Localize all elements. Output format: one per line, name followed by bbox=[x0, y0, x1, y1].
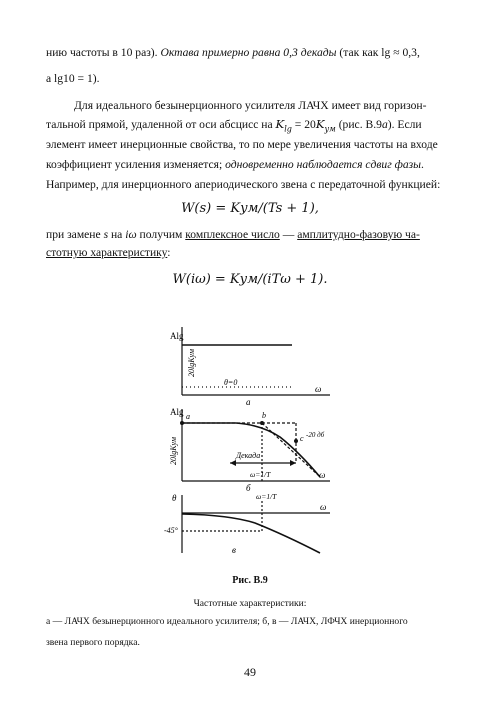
plot-b-x-label: ω bbox=[319, 470, 326, 480]
paragraph2-line4 bbox=[46, 158, 424, 172]
plot-b-cutoff-label: ω=1/T bbox=[250, 470, 271, 479]
italic-text: iω bbox=[125, 228, 137, 241]
text-span: ). Если bbox=[387, 118, 422, 131]
text-span: : bbox=[167, 246, 171, 259]
italic-text: а bbox=[381, 118, 388, 131]
paragraph1-line2: a lg10 = 1). bbox=[46, 72, 100, 85]
math-subscript: ум bbox=[324, 124, 336, 134]
plot-b-point-a-label: a bbox=[186, 412, 190, 421]
text-span: при замене bbox=[46, 228, 104, 241]
plot-c-phase-label: -45° bbox=[164, 526, 178, 535]
paragraph2-line3: элемент имеет инерционные свойства, то по мере увеличения частоты на входе bbox=[46, 138, 438, 151]
afc-link[interactable]: амплитудно-фазовую ча- bbox=[297, 228, 420, 241]
plot-c-phase-curve bbox=[182, 514, 320, 553]
formula-afc: W(iω) = Kум/(iTω + 1). bbox=[172, 272, 328, 287]
plot-b-panel-label: б bbox=[246, 483, 251, 493]
math-symbol: K bbox=[275, 117, 285, 131]
paragraph3-line2 bbox=[46, 246, 171, 260]
figure-title: Рис. В.9 bbox=[232, 575, 268, 586]
complex-number-link[interactable]: комплексное число bbox=[185, 228, 280, 241]
plot-b-point-b-label: b bbox=[262, 411, 266, 420]
formula-transfer-function: W(s) = Kум/(Ts + 1), bbox=[181, 201, 319, 216]
paragraph1-line1 bbox=[46, 46, 420, 60]
caption-line2: а — ЛАЧХ безынерционного идеального усилителя; б, в — ЛАЧХ, ЛФЧХ инерционного bbox=[46, 616, 408, 627]
text-span: = 20 bbox=[291, 118, 316, 131]
plot-a-x-label: ω bbox=[315, 384, 322, 394]
plot-b-decade-arrow-left bbox=[230, 460, 236, 466]
plot-b-lachx-curve bbox=[182, 423, 320, 477]
paragraph2-line5: Например, для инерционного апериодического звена с передаточной функцией: bbox=[46, 178, 441, 191]
plot-c-x-label: ω bbox=[320, 502, 327, 512]
afc-link-continued[interactable]: стотную характеристику bbox=[46, 246, 168, 259]
plot-b-point-c-label: c bbox=[300, 434, 304, 443]
plot-c-panel-label: в bbox=[232, 545, 236, 555]
italic-text: Октава примерно равна 0,3 декады bbox=[160, 46, 337, 59]
plot-a-theta-label: θ=0 bbox=[224, 378, 238, 387]
plot-a-level-label: 20lgKум bbox=[187, 348, 196, 377]
paragraph2-line1: Для идеального безынерционного усилителя ЛАЧХ имеет вид горизон- bbox=[74, 99, 427, 112]
text-span: . bbox=[421, 158, 424, 171]
plot-b-point-a bbox=[180, 421, 184, 425]
text-span: — bbox=[279, 228, 298, 241]
plot-b-level-label: 20lgKум bbox=[169, 436, 178, 465]
plot-b-decade-arrow-right bbox=[290, 460, 296, 466]
text-span: коэффициент усиления изменяется; bbox=[46, 158, 226, 171]
plot-b-ylabel: Alg bbox=[170, 407, 184, 417]
plot-b-decade-label: Декада bbox=[236, 451, 261, 460]
text-span: (так как lg ≈ 0,3, bbox=[336, 46, 420, 59]
paragraph3-line1 bbox=[46, 228, 420, 242]
caption-line3: звена первого порядка. bbox=[46, 637, 140, 648]
text-span: на bbox=[108, 228, 126, 241]
plot-a-ylabel: Alg bbox=[170, 331, 184, 341]
math-subscript: lg bbox=[284, 124, 292, 134]
italic-text: одновременно наблюдается сдвиг фазы bbox=[225, 158, 422, 171]
caption-line1: Частотные характеристики: bbox=[193, 598, 307, 609]
page-number: 49 bbox=[244, 665, 256, 679]
text-span: нию частоты в 10 раз). bbox=[46, 46, 161, 59]
figure-bode-plots bbox=[0, 325, 500, 585]
plot-b-point-c bbox=[294, 439, 298, 443]
italic-text: s bbox=[103, 228, 109, 241]
plot-b-point-b bbox=[260, 421, 264, 425]
paragraph2-line2 bbox=[46, 117, 422, 136]
plot-a-panel-label: а bbox=[246, 397, 251, 407]
plot-c-ylabel: θ bbox=[172, 493, 177, 503]
text-span: (рис. В.9 bbox=[335, 118, 382, 131]
plot-c-cutoff-label: ω=1/T bbox=[256, 492, 277, 501]
plot-b-slope-label: -20 дб bbox=[306, 431, 325, 439]
text-span: тальной прямой, удаленной от оси абсцисс на bbox=[46, 118, 276, 131]
math-symbol: K bbox=[315, 117, 325, 131]
text-span: получим bbox=[136, 228, 186, 241]
